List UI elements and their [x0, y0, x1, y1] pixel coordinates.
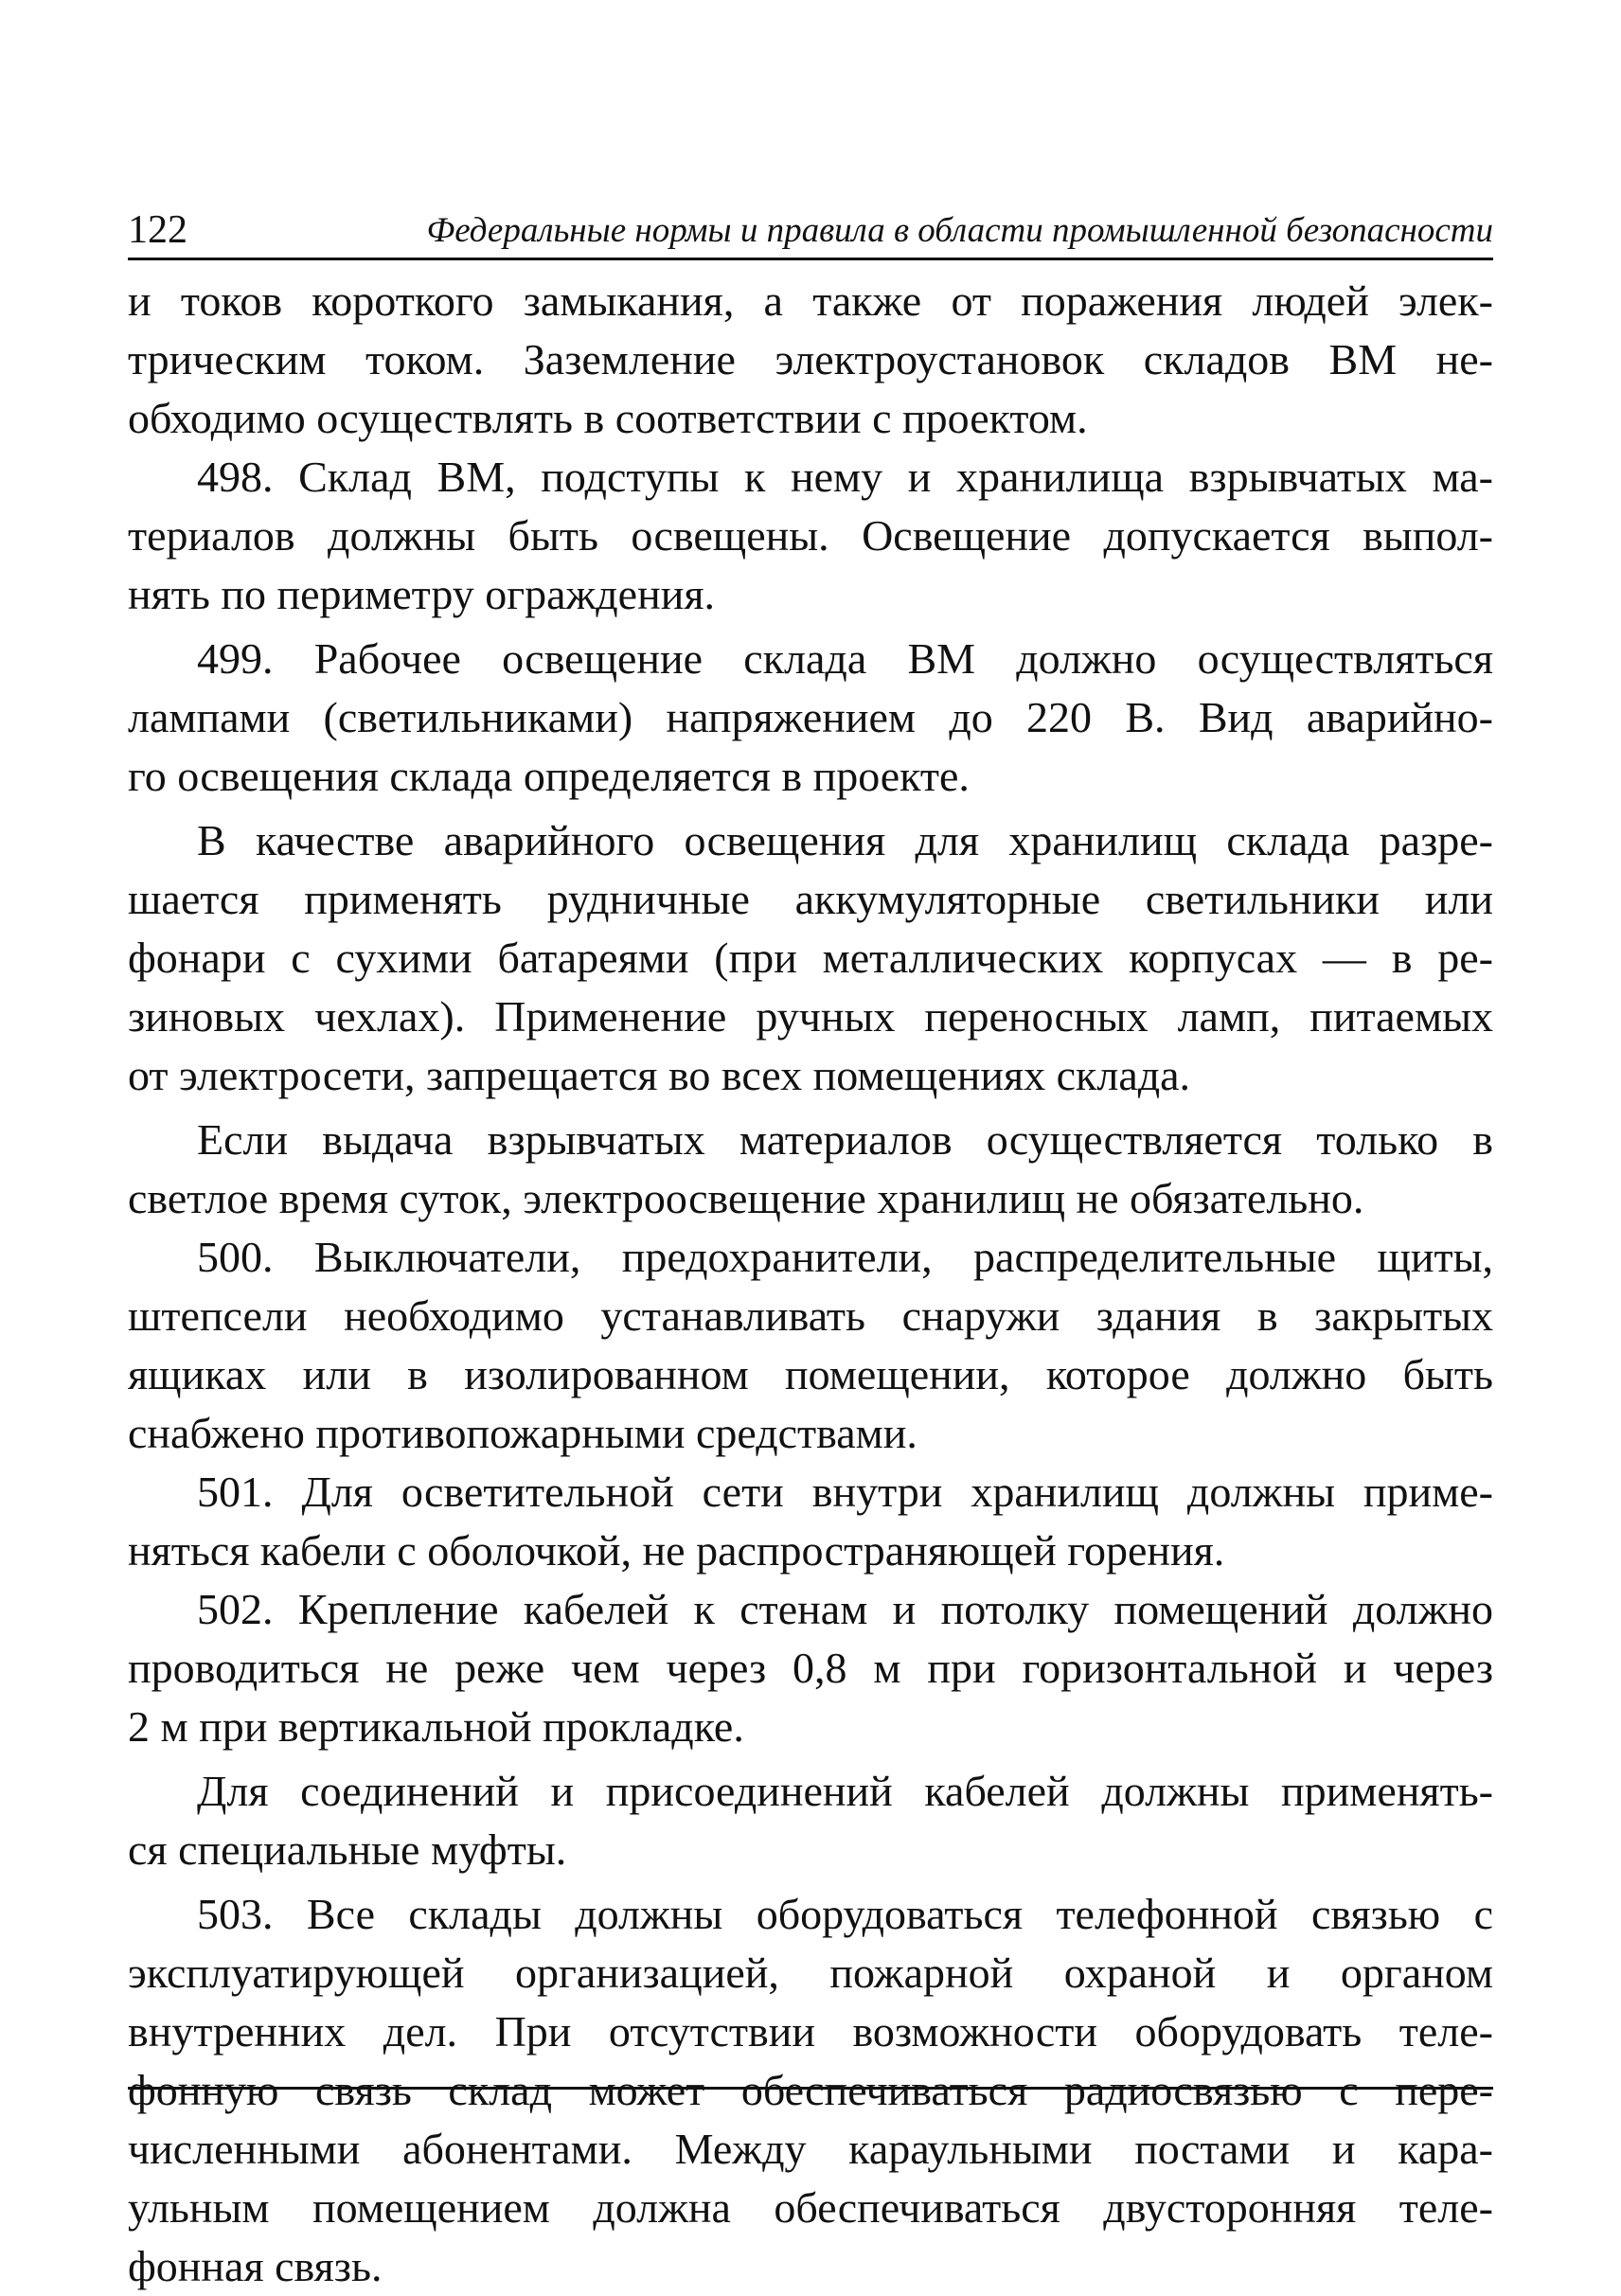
paragraph-500 [128, 1228, 1493, 1463]
paragraph-501 [128, 1463, 1493, 1580]
text-line: штепсели необходимо устанавливать снаружи здания в закрытых [128, 1291, 1493, 1340]
page-number: 122 [128, 208, 187, 252]
text-line: 498. Склад ВМ, подступы к нему и хранилища взрывчатых ма- [197, 453, 1493, 501]
text-line: 500. Выключатели, предохранители, распределительные щиты, [197, 1233, 1493, 1281]
text-line: обходимо осуществлять в соответствии с проектом. [128, 394, 1088, 442]
text-line: шается применять рудничные аккумуляторные светильники или [128, 875, 1493, 923]
text-line: ся специальные муфты. [128, 1825, 567, 1874]
text-line: снабжено противопожарными средствами. [128, 1409, 917, 1457]
page-header [128, 203, 1493, 260]
text-line: внутренних дел. При отсутствии возможности оборудовать теле- [128, 2007, 1493, 2056]
text-line: ульным помещением должна обеспечиваться двусторонняя теле- [128, 2183, 1493, 2232]
text-line: от электросети, запрещается во всех помещениях склада. [128, 1051, 1191, 1099]
paragraph-498 [128, 448, 1493, 624]
footer-rule [128, 2087, 1493, 2090]
text-line: 503. Все склады должны оборудоваться телефонной связью с [197, 1890, 1493, 1938]
text-line: 499. Рабочее освещение склада ВМ должно осуществляться [197, 634, 1493, 683]
paragraph-499 [128, 630, 1493, 806]
text-line: Если выдача взрывчатых материалов осуществляется только в [197, 1115, 1493, 1164]
text-line: трическим током. Заземление электроустановок складов ВМ не- [128, 335, 1493, 383]
text-line: го освещения склада определяется в проекте. [128, 752, 970, 800]
text-line: фонари с сухими батареями (при металлических корпусах — в ре- [128, 934, 1493, 982]
text-line: 502. Крепление кабелей к стенам и потолку помещений должно [197, 1585, 1493, 1633]
running-title: Федеральные нормы и правила в области промышленной безопасности [426, 211, 1493, 250]
paragraph-502 [128, 1580, 1493, 1756]
paragraph-daylight-issue [128, 1111, 1493, 1228]
paragraph-503 [128, 1885, 1493, 2296]
text-line: няться кабели с оболочкой, не распространяющей горения. [128, 1526, 1225, 1575]
paragraph-grounding [128, 272, 1493, 448]
text-line: Для соединений и присоединений кабелей должны применять- [197, 1767, 1493, 1815]
text-line: проводиться не реже чем через 0,8 м при горизонтальной и через [128, 1644, 1493, 1692]
text-line: и токов короткого замыкания, а также от поражения людей элек- [128, 276, 1493, 325]
text-line: ящиках или в изолированном помещении, которое должно быть [128, 1350, 1493, 1398]
text-line: численными абонентами. Между караульными постами и кара- [128, 2125, 1493, 2173]
text-line: фонную связь склад может обеспечиваться радиосвязью с пере- [128, 2066, 1493, 2114]
text-line: зиновых чехлах). Применение ручных переносных ламп, питаемых [128, 992, 1493, 1041]
paragraph-emergency-lighting [128, 811, 1493, 1105]
text-line: фонная связь. [128, 2242, 383, 2290]
body-text [128, 272, 1493, 2296]
text-line: 501. Для осветительной сети внутри хранилищ должны приме- [197, 1468, 1493, 1516]
text-line: эксплуатирующей организацией, пожарной охраной и органом [128, 1949, 1493, 1997]
text-line: 2 м при вертикальной прокладке. [128, 1702, 744, 1751]
text-line: лампами (светильниками) напряжением до 220 В. Вид аварийно- [128, 693, 1493, 741]
text-line: В качестве аварийного освещения для хранилищ склада разре- [197, 816, 1493, 864]
text-line: териалов должны быть освещены. Освещение допускается выпол- [128, 511, 1493, 560]
text-line: нять по периметру ограждения. [128, 570, 715, 618]
text-line: светлое время суток, электроосвещение хранилищ не обязательно. [128, 1174, 1364, 1222]
paragraph-couplings [128, 1762, 1493, 1879]
